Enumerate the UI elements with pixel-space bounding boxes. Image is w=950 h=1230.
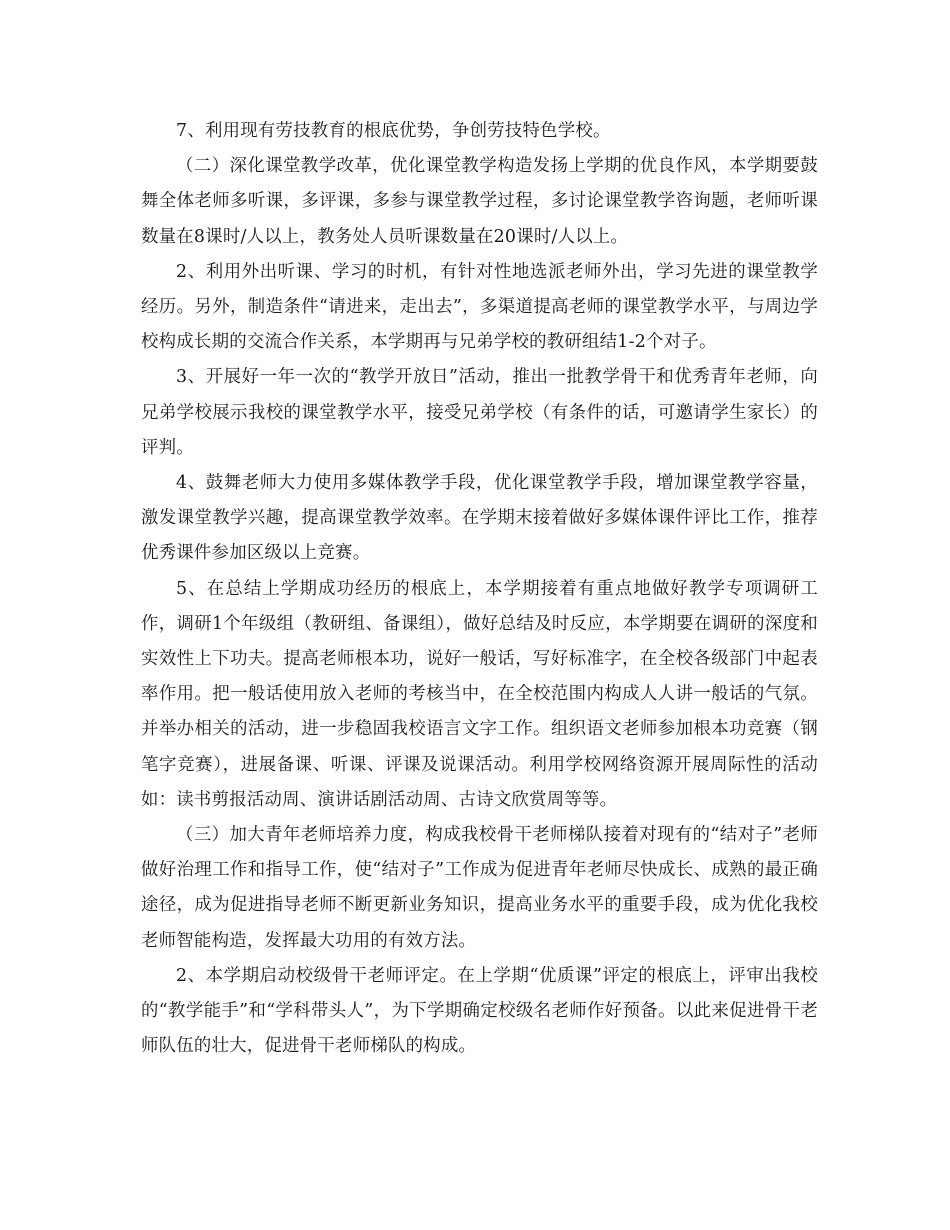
paragraph-item-2-external-learning: 2、利用外出听课、学习的时机，有针对性地选派老师外出，学习先进的课堂教学经历。另外，制造条件“请进来，走出去”，多渠道提高老师的课堂教学水平，与周边学校构成长期的交流合作关系，本学期再与兄弟学校的教研组结1-2个对子。 [141,261,818,353]
paragraph-item-5-research: 5、在总结上学期成功经历的根底上，本学期接着有重点地做好教学专项调研工作，调研1个年级组（教研组、备课组），做好总结及时反应，本学期要在调研的深度和实效性上下功夫。提高老师根本功，说好一般话，写好标准字，在全校各级部门中起表率作用。把一般话使用放入老师的考核当中，在全校范围内构成人人讲一般话的气氛。并举办相关的活动，进一步稳固我校语言文字工作。组织语文老师参加根本功竞赛（钢笔字竞赛），进展备课、听课、评课及说课活动。利用学校网络资源开展周际性的活动如：读书剪报活动周、演讲话剧活动周、古诗文欣赏周等等。 [141,578,818,810]
paragraph-item-2-backbone-teachers: 2、本学期启动校级骨干老师评定。在上学期“优质课”评定的根底上，评审出我校的“教学能手”和“学科带头人”，为下学期确定校级名老师作好预备。以此来促进骨干老师队伍的壮大，促进骨干老师梯队的构成。 [141,965,818,1057]
paragraph-item-7-labor-education: 7、利用现有劳技教育的根底优势，争创劳技特色学校。 [176,121,611,141]
paragraph-section-3-young-teachers: （三）加大青年老师培养力度，构成我校骨干老师梯队接着对现有的“结对子”老师做好治理工作和指导工作，使“结对子”工作成为促进青年老师尽快成长、成熟的最正确途径，成为促进指导老师不断更新业务知识，提高业务水平的重要手段，成为优化我校老师智能构造，发挥最大功用的有效方法。 [141,825,818,951]
paragraph-item-3-open-day: 3、开展好一年一次的“教学开放日”活动，推出一批教学骨干和优秀青年老师，向兄弟学校展示我校的课堂教学水平，接受兄弟学校（有条件的话，可邀请学生家长）的评判。 [141,367,818,458]
paragraph-item-4-multimedia: 4、鼓舞老师大力使用多媒体教学手段，优化课堂教学手段，增加课堂教学容量，激发课堂教学兴趣，提高课堂教学效率。在学期末接着做好多媒体课件评比工作，推荐优秀课件参加区级以上竞赛。 [141,473,818,564]
paragraph-section-2-classroom-reform: （二）深化课堂教学改革，优化课堂教学构造发扬上学期的优良作风，本学期要鼓舞全体老师多听课，多评课，多参与课堂教学过程，多讨论课堂教学咨询题，老师听课数量在8课时/人以上，教务处人员听课数量在20课时/人以上。 [141,156,818,247]
